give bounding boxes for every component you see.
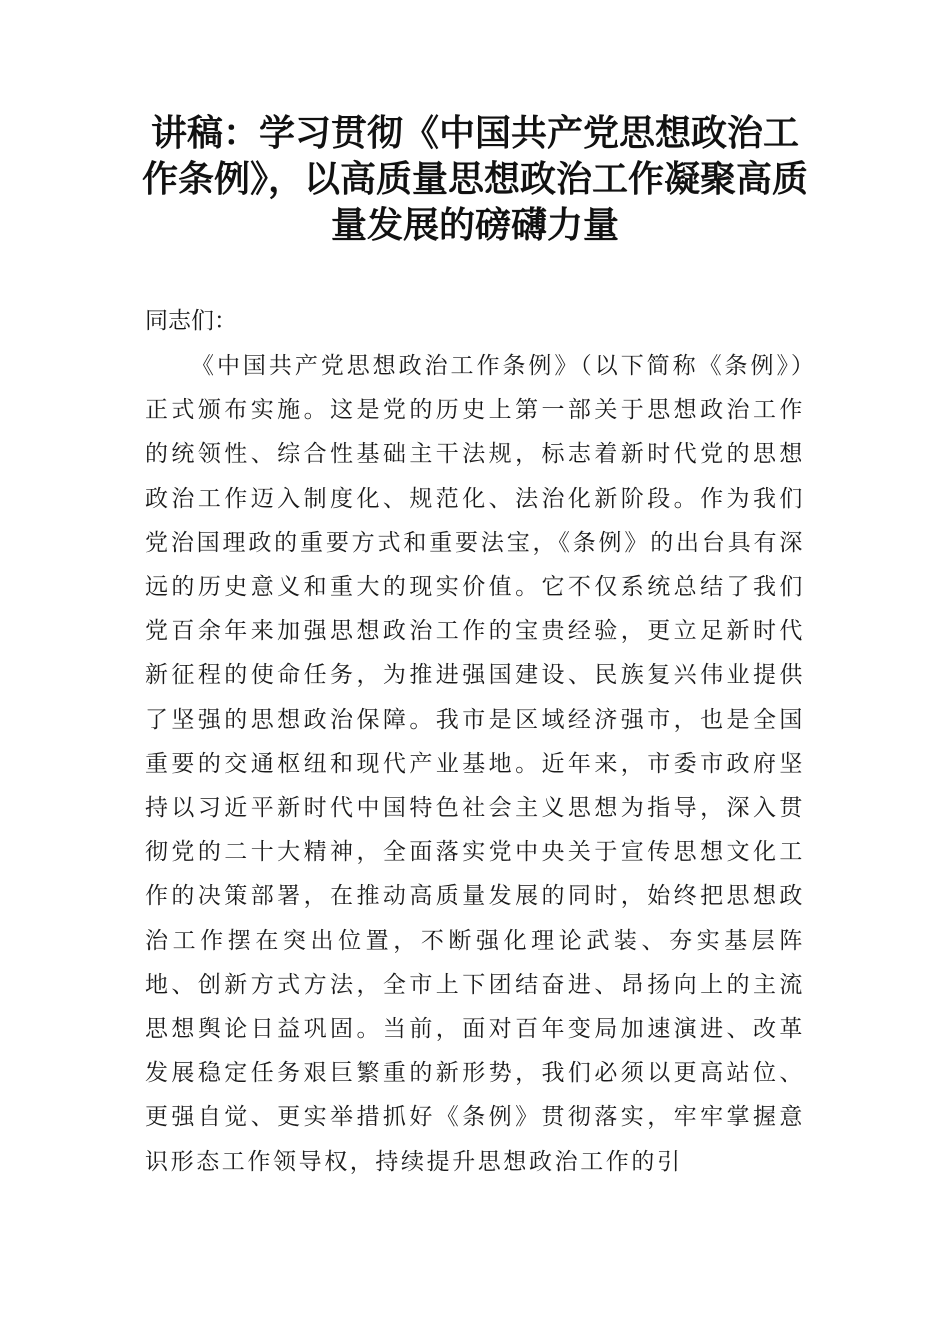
- document-title: 讲稿：学习贯彻《中国共产党思想政治工作条例》，以高质量思想政治工作凝聚高质量发展的磅礴力量: [141, 112, 808, 246]
- body-paragraph: 《中国共产党思想政治工作条例》（以下简称《条例》）正式颁布实施。这是党的历史上第一部关于思想政治工作的统领性、综合性基础主干法规，标志着新时代党的思想政治工作迈入制度化、规范化、法治化新阶段。作为我们党治国理政的重要方式和重要法宝，《条例》的出台具有深远的历史意义和重大的现实价值。它不仅系统总结了我们党百余年来加强思想政治工作的宝贵经验，更立足新时代新征程的使命任务，为推进强国建设、民族复兴伟业提供了坚强的思想政治保障。我市是区域经济强市，也是全国重要的交通枢纽和现代产业基地。近年来，市委市政府坚持以习近平新时代中国特色社会主义思想为指导，深入贯彻党的二十大精神，全面落实党中央关于宣传思想文化工作的决策部署，在推动高质量发展的同时，始终把思想政治工作摆在突出位置，不断强化理论武装、夯实基层阵地、创新方式方法，全市上下团结奋进、昂扬向上的主流思想舆论日益巩固。当前，面对百年变局加速演进、改革发展稳定任务艰巨繁重的新形势，我们必须以更高站位、更强自觉、更实举措抓好《条例》贯彻落实，牢牢掌握意识形态工作领导权，持续提升思想政治工作的引: [145, 353, 805, 1175]
- salutation: 同志们：: [145, 308, 237, 334]
